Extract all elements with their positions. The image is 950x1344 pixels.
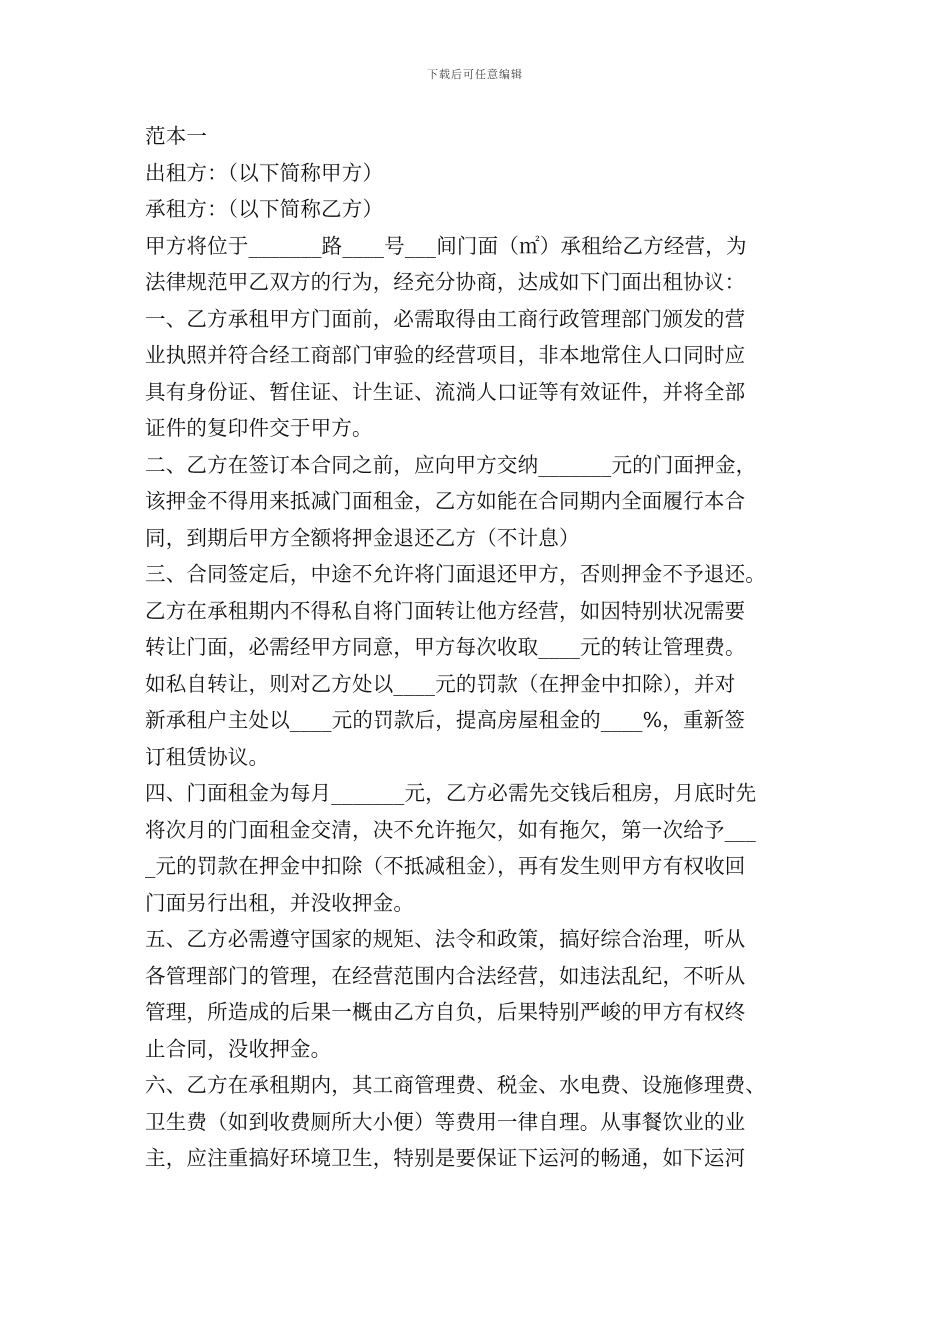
clause-3-line: 转让门面，必需经甲方同意，甲方每次收取____元的转让管理费。 bbox=[145, 635, 746, 659]
clause-5-line: 各管理部门的管理，在经营范围内合法经营，如违法乱纪，不听从 bbox=[145, 963, 746, 988]
clause-5-line: 五、乙方必需遵守国家的规矩、法令和政策，搞好综合治理，听从 bbox=[145, 927, 746, 951]
clause-4-line: _元的罚款在押金中扣除（不抵减租金），再有发生则甲方有权收回 bbox=[145, 854, 746, 878]
clause-3-line: 如私自转让，则对乙方处以____元的罚款（在押金中扣除），并对 bbox=[145, 671, 736, 696]
lessee-line: 承租方：（以下简称乙方） bbox=[145, 197, 384, 221]
clause-1-line: 证件的复印件交于甲方。 bbox=[145, 416, 373, 440]
clause-3-line: 三、合同签定后，中途不允许将门面退还甲方，否则押金不予退还。 bbox=[145, 562, 766, 586]
intro-line: 法律规范甲乙双方的行为，经充分协商，达成如下门面出租协议： bbox=[145, 270, 746, 294]
clause-3-line: 乙方在承租期内不得私自将门面转让他方经营，如因特别状况需要 bbox=[145, 598, 746, 623]
clause-6-line: 六、乙方在承租期内，其工商管理费、税金、水电费、设施修理费、 bbox=[145, 1073, 766, 1097]
clause-4-line: 将次月的门面租金交清，决不允许拖欠，如有拖欠，第一次给予___ bbox=[145, 817, 756, 842]
clause-3-line: 新承租户主处以____元的罚款后，提高房屋租金的____%，重新签 bbox=[145, 708, 746, 732]
clause-3-line: 订租赁协议。 bbox=[145, 744, 270, 769]
doc-title: 范本一 bbox=[145, 124, 208, 148]
clause-6-line: 主，应注重搞好环境卫生，特别是要保证下运河的畅通，如下运河 bbox=[145, 1146, 746, 1170]
intro-line: 甲方将位于_______路____号___间门面（㎡）承租给乙方经营，为 bbox=[145, 233, 747, 258]
clause-4-line: 四、门面租金为每月_______元，乙方必需先交钱后租房，月底时先 bbox=[145, 781, 757, 805]
clause-5-line: 管理，所造成的后果一概由乙方自负，后果特别严峻的甲方有权终 bbox=[145, 1000, 746, 1024]
clause-6-line: 卫生费（如到收费厕所大小便）等费用一律自理。从事餐饮业的业 bbox=[145, 1109, 746, 1134]
document-body bbox=[145, 118, 825, 1177]
clause-1-line: 一、乙方承租甲方门面前，必需取得由工商行政管理部门颁发的营 bbox=[145, 306, 746, 331]
clause-5-line: 止合同，没收押金。 bbox=[145, 1036, 332, 1061]
page-header-note: 下载后可任意编辑 bbox=[427, 68, 523, 81]
clause-1-line: 业执照并符合经工商部门审验的经营项目，非本地常住人口同时应 bbox=[145, 343, 746, 367]
clause-2-line: 二、乙方在签订本合同之前，应向甲方交纳_______元的门面押金， bbox=[145, 452, 757, 477]
clause-1-line: 具有身份证、暂住证、计生证、流淌人口证等有效证件，并将全部 bbox=[145, 379, 746, 404]
clause-4-line: 门面另行出租，并没收押金。 bbox=[145, 890, 415, 915]
clause-2-line: 该押金不得用来抵减门面租金，乙方如能在合同期内全面履行本合 bbox=[145, 489, 746, 513]
clause-2-line: 同，到期后甲方全额将押金退还乙方（不计息） bbox=[145, 525, 580, 550]
lessor-line: 出租方：（以下简称甲方） bbox=[145, 160, 384, 185]
